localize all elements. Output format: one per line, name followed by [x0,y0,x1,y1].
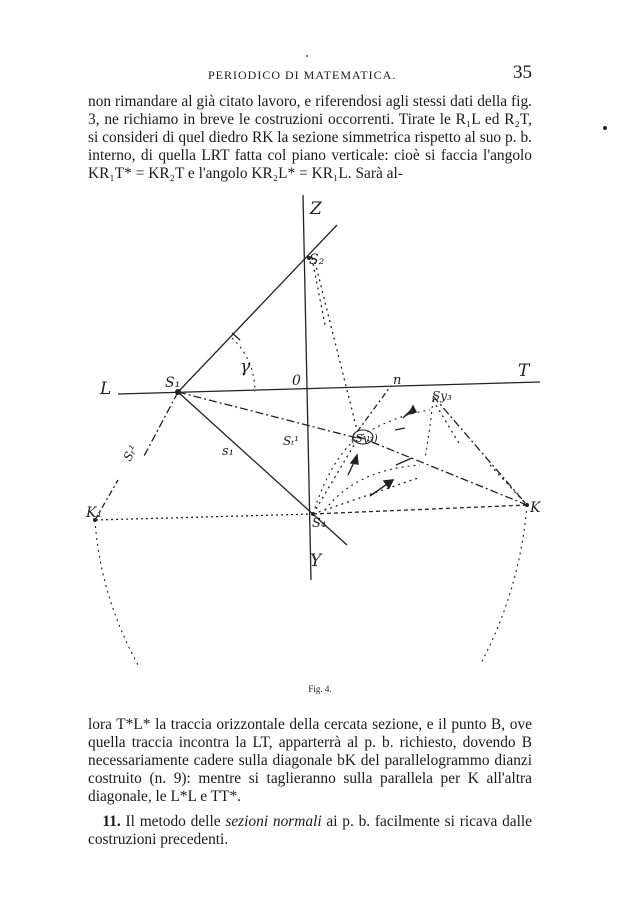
label-sy3: Sy₃ [432,389,452,403]
geometric-figure [0,180,643,690]
print-speck [306,55,308,57]
dashdot-s4-k [313,505,527,514]
label-t: T [518,361,530,381]
page-number: 35 [513,62,532,83]
page-header [88,62,532,86]
dashdot-s1-down [143,392,178,458]
section-number: 11. [102,813,121,830]
arrowhead-3 [351,455,358,464]
dotted-s4-sy3c [313,440,357,514]
arc-sy3 [425,400,433,458]
arrow-6 [396,458,412,465]
arc-k1 [95,520,138,665]
dashdot-s1-sy3 [178,392,357,438]
dashdot-sy3c-n [357,387,390,432]
label-s1-lower: s₁ [222,444,234,459]
label-k1: K₁ [86,505,103,521]
label-n: n [393,373,402,388]
label-s4: S₄ [312,516,327,531]
dotted-s4-k1 [95,514,313,520]
dotted-s2 [312,258,325,325]
label-o: 0 [292,373,301,389]
label-k: K [530,500,541,516]
running-head: PERIODICO DI MATEMATICA. [208,68,397,82]
paragraph-3-emphasis: sezioni normali [225,813,322,830]
label-s1: S₁ [165,375,181,391]
paragraph-3 [88,813,532,849]
dashdot-sy3-k [433,396,527,505]
arrow-5 [395,428,405,430]
label-st1: Sₜ¹ [283,434,299,448]
figure-caption: Fig. 4. [308,684,332,694]
label-y: Y [310,551,322,571]
point-k [525,503,529,507]
arc-k [480,505,527,665]
margin-mark [603,126,607,130]
arrowhead-4 [384,480,393,488]
paragraph-1: non rimandare al già citato lavoro, e riferendosi agli stessi dati della fig. 3, ne richiamo in breve le costruzioni occorrenti. Tirate le R₁L ed R₂T, si consideri di quel diedro RK la sezione simmetrica rispetto al suo p. b. interno, di quella LRT fatta col piano verticale: cioè si faccia l'angolo KR₁T* = KR₂T e l'angolo KR₂L* = KR₁L. Sarà al- [88,93,532,182]
paragraph-2: lora T*L* la traccia orizzontale della cercata sezione, e il punto B, ove quella traccia incontra la LT, apparterrà al p. b. richiesto, dovendo B necessariamente cadere sulla diagonale bK del parallelogrammo dianzi costruito (n. 9): mentre si taglieranno sulla parallela per K all'altra diagonale, le L*L e TT*. [88,716,532,805]
label-sy3c: (Sy₃) [351,432,378,445]
arc-mid [325,465,420,510]
dotted-s2-b [315,262,357,430]
dotted-s4-right [313,478,418,514]
label-l: L [100,379,112,399]
paragraph-3-text-a: Il metodo delle [125,813,221,830]
paragraph-3-text-b: ai p. b. facilmente si ricava dalle costruzioni precedenti. [88,813,532,848]
label-z: Z [310,199,322,219]
dashdot-sy3c-k [357,436,527,505]
label-gamma: γ [240,357,251,377]
label-st-left: Sₜ¹ [120,442,141,464]
trace-line-upper [178,225,337,392]
label-s2: S₂ [309,252,325,268]
